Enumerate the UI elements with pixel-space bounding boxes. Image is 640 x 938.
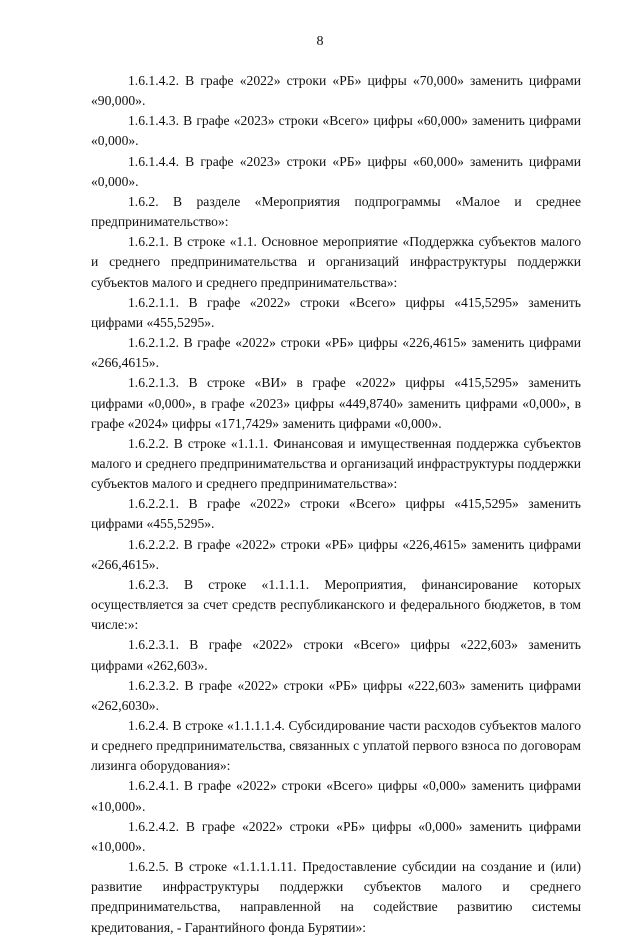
paragraph-1-6-2-3-1: 1.6.2.3.1. В графе «2022» строки «Всего» цифры «222,603» заменить цифрами «262,603».: [91, 637, 581, 673]
paragraph-1-6-1-4-4: 1.6.1.4.4. В графе «2023» строки «РБ» цифры «60,000» заменить цифрами «0,000».: [91, 153, 581, 189]
paragraph-1-6-2-4: 1.6.2.4. В строке «1.1.1.1.4. Субсидирование части расходов субъектов малого и среднего предпринимательства, связанных с уплатой первого взноса по договорам лизинга оборудования»:: [91, 718, 581, 774]
paragraph-1-6-2-2-1: 1.6.2.2.1. В графе «2022» строки «Всего» цифры «415,5295» заменить цифрами «455,5295».: [91, 496, 581, 532]
paragraph-1-6-2-1-1: 1.6.2.1.1. В графе «2022» строки «Всего» цифры «415,5295» заменить цифрами «455,5295».: [91, 294, 581, 330]
paragraph-1-6-2-5: 1.6.2.5. В строке «1.1.1.1.11. Предоставление субсидии на создание и (или) развитие инфраструктуры поддержки субъектов малого и среднего предпринимательства, направленной на содействие развитию системы кредитования, - Гарантийного фонда Бурятии»:: [91, 859, 581, 935]
paragraph-1-6-2-1-2: 1.6.2.1.2. В графе «2022» строки «РБ» цифры «226,4615» заменить цифрами «266,4615».: [91, 335, 581, 371]
paragraph-1-6-2-3: 1.6.2.3. В строке «1.1.1.1. Мероприятия, финансирование которых осуществляется за счет средств республиканского и федерального бюджетов, в том числе:»:: [91, 576, 581, 633]
paragraph-1-6-2: 1.6.2. В разделе «Мероприятия подпрограммы «Малое и среднее предпринимательство»:: [91, 193, 581, 230]
paragraph-1-6-2-1-3: 1.6.2.1.3. В строке «ВИ» в графе «2022» цифры «415,5295» заменить цифрами «0,000», в графе «2023» цифры «449,8740» заменить цифрами «0,000», в графе «2024» цифры «171,7429» заменить цифрами «0,000».: [91, 375, 581, 431]
paragraph-1-6-2-3-2: 1.6.2.3.2. В графе «2022» строки «РБ» цифры «222,603» заменить цифрами «262,6030».: [91, 677, 581, 713]
paragraph-1-6-2-4-2: 1.6.2.4.2. В графе «2022» строки «РБ» цифры «0,000» заменить цифрами «10,000».: [91, 818, 581, 854]
paragraph-1-6-1-4-2: 1.6.1.4.2. В графе «2022» строки «РБ» цифры «70,000» заменить цифрами «90,000».: [91, 73, 581, 109]
paragraph-1-6-2-2-2: 1.6.2.2.2. В графе «2022» строки «РБ» цифры «226,4615» заменить цифрами «266,4615».: [91, 536, 581, 572]
document-body: [91, 71, 581, 938]
paragraph-1-6-1-4-3: 1.6.1.4.3. В графе «2023» строки «Всего» цифры «60,000» заменить цифрами «0,000».: [91, 113, 581, 149]
paragraph-1-6-2-2: 1.6.2.2. В строке «1.1.1. Финансовая и имущественная поддержка субъектов малого и среднего предпринимательства и организаций инфраструктуры поддержки субъектов малого и среднего предпринимательства»:: [91, 435, 581, 492]
page-number: 8: [316, 34, 324, 49]
paragraph-1-6-2-4-1: 1.6.2.4.1. В графе «2022» строки «Всего» цифры «0,000» заменить цифрами «10,000».: [91, 778, 581, 814]
paragraph-1-6-2-1: 1.6.2.1. В строке «1.1. Основное мероприятие «Поддержка субъектов малого и среднего предпринимательства и организаций инфраструктуры поддержки субъектов малого и среднего предпринимательства»:: [91, 234, 581, 290]
